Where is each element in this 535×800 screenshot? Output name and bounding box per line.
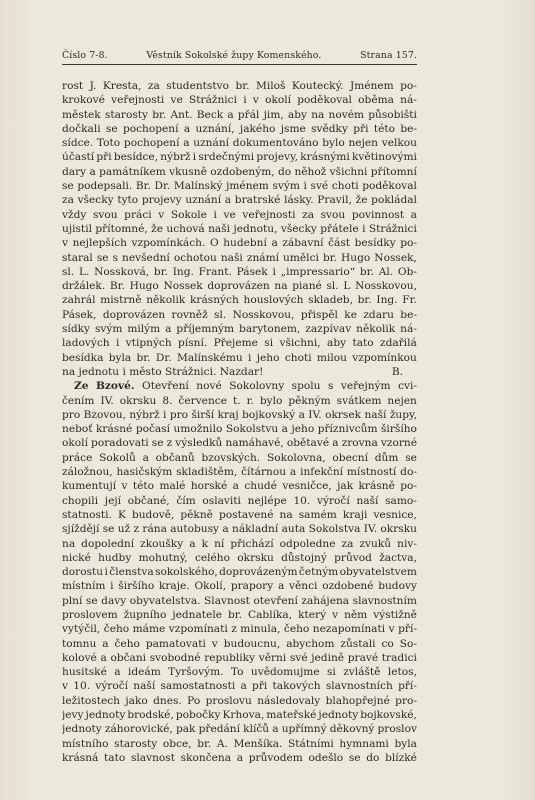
- text-line: krokové veřejnosti ve Strážnici i v okolí poděkoval oběma ná-: [62, 94, 417, 107]
- text-line: tomnu a čeho pamatovati v budoucnu, abychom zůstali co So-: [62, 637, 417, 650]
- text-line: záložnou, hasičským skladištěm, čítárnou a infekční místností do-: [62, 466, 417, 479]
- text-line: městek starosty br. Ant. Beck a přál jim, aby na novém působišti: [62, 108, 417, 121]
- text-line: sjíždějí se už z rána autobusy a nákladní auta Sokolstva IV. okrsku: [62, 523, 417, 536]
- text-line: zahrál mistrně několik krásných houslových skladeb, br. Ing. Fr.: [62, 294, 417, 307]
- text-line: jednoty záhorovické, pak předání klíčů a upřímný děkovný proslov: [62, 723, 417, 736]
- text-line: husitské a ideám Tyršovým. To uvědomujme si zvláště letos,: [62, 666, 417, 679]
- text-line: v nejlepších vzpomínkách. O hudební a zábavní část besídky po-: [62, 237, 417, 250]
- text-line: čením IV. okrsku 8. července t. r. bylo pěkným svátkem nejen: [62, 394, 417, 407]
- article-body: [62, 79, 417, 765]
- text-line: sl. L. Nossková, br. Ing. Frant. Pásek i „impressario“ br. Al. Ob-: [62, 265, 417, 278]
- text-line: v 10. výročí naší samostatnosti a při takových slavnostních pří-: [62, 680, 417, 693]
- text-line: statnosti. K budově, pěkně postavené na samém kraji vesnice,: [62, 508, 417, 521]
- text-line: vždy svou práci v Sokole i ve veřejnosti za svou povinnost a: [62, 208, 417, 221]
- text-line: kolové a občani svobodné republiky věrni své jedině pravé tradici: [62, 651, 417, 664]
- text-line: držálek. Br. Hugo Nossek doprovázen na piané sl. L Nosskovou,: [62, 280, 417, 293]
- text-line: ladových i vtipných písní. Přejeme si všichni, aby tato zdařilá: [62, 337, 417, 350]
- text-line: krásná tato slavnost skončena a průvodem odešlo se do blízké: [62, 751, 417, 764]
- text-line: místního starosty obce, br. A. Menšíka. Státními hymnami byla: [62, 737, 417, 750]
- text-line: nické hudby mohutný, celého okrsku důstojný průvod žactva,: [62, 551, 417, 564]
- text-line: ujistil přítomné, že uchová naši jednotu, všecky přátele i Strážnici: [62, 222, 417, 235]
- text-line: práce Sokolů a občanů bzovských. Sokolovna, obecní dům se: [62, 451, 417, 464]
- text-line: pro Bzovou, nýbrž i pro širší kraj bojkovský a IV. okrsek naší župy,: [62, 408, 417, 421]
- text-line: ležitostech jako dnes. Po proslovu následovaly blahopřejné pro-: [62, 694, 417, 707]
- closing-text: na jednotu i město Strážnici. Nazdar!: [62, 365, 264, 378]
- paragraph-strážnice: [62, 79, 417, 379]
- text-line: sídce. Toto pochopení a uznání dokumentováno bylo nejen velkou: [62, 137, 417, 150]
- text-line: rost J. Kresta, za studentstvo br. Miloš Koutecký. Jménem po-: [62, 80, 417, 92]
- text-line-first: Ze Bzové. Otevření nové Sokolovny spolu s veřejným cvi-: [74, 380, 417, 393]
- page-header: [62, 50, 417, 61]
- text-line-last: [62, 365, 417, 379]
- text-line: na dopolední zkoušky a k ní přichází odpoledne za zvuků niv-: [62, 537, 417, 550]
- text-line: sídky svým milým a příjemným barytonem, zazpívav několik ná-: [62, 323, 417, 336]
- header-rule: [62, 64, 417, 65]
- issue-number: Číslo 7-8.: [62, 50, 108, 61]
- text-line: jevy jednoty brodské, pobočky Krhova, mateřské jednoty bojkovské,: [62, 709, 417, 722]
- text-line: staral se s nevšední ochotou naši známí umělci br. Hugo Nossek,: [62, 251, 417, 264]
- text-line: besídka byla br. Dr. Malínskému i jeho choti milou vzpomínkou: [62, 351, 417, 364]
- text-line: neboť krásné počasí umožnilo Sokolstvu a jeho příznivcům širšího: [62, 423, 417, 436]
- text-line: Pásek, doprovázen rovněž sl. Nosskovou, přispěl ke zdaru be-: [62, 308, 417, 321]
- text-line: kumentují v této malé horské a chudé vesničce, jak krásně po-: [62, 480, 417, 493]
- text-line: dary a památníkem vkusně ozdobeným, do něhož všichni přítomní: [62, 165, 417, 178]
- text-line: plní se davy obyvatelstva. Slavnost otevření zahájena slavnostním: [62, 594, 417, 607]
- text-line: chopili její občané, čím oslaviti nejlépe 10. výročí naší samo-: [62, 494, 417, 507]
- text-line: účastí při besídce, nýbrž i srdečnými projevy, krásnými květinovými: [62, 151, 417, 164]
- text-line: vytýčil, čeho máme vzpomínati z minula, čeho nezapomínati v pří-: [62, 623, 417, 636]
- text-line: za všecky tyto projevy uznání a bratrské lásky. Pravil, že pokládal: [62, 194, 417, 207]
- text-line: místním i širšího kraje. Okolí, prapory a věnci ozdobené budovy: [62, 580, 417, 593]
- author-signature: B.: [391, 365, 403, 378]
- publication-title: Věstník Sokolské župy Komenského.: [146, 50, 322, 61]
- text-line: se podepsali. Br. Dr. Malínský jménem svým i své choti poděkoval: [62, 180, 417, 193]
- text-line: dočkali se pochopení a uznání, jakého jsme svědky při této be-: [62, 122, 417, 135]
- text-line: okolí poradovati se z výsledků namáhavé, obětavé a zrovna vzorné: [62, 437, 417, 450]
- page-number: Strana 157.: [360, 50, 417, 61]
- paragraph-ze-bzove: [62, 379, 417, 765]
- text-line: proslovem župního jednatele br. Cablíka, který v něm výstižně: [62, 608, 417, 621]
- text-line: dorostu i členstva sokolského, doprovázeným četným obyvatelstvem: [62, 566, 417, 579]
